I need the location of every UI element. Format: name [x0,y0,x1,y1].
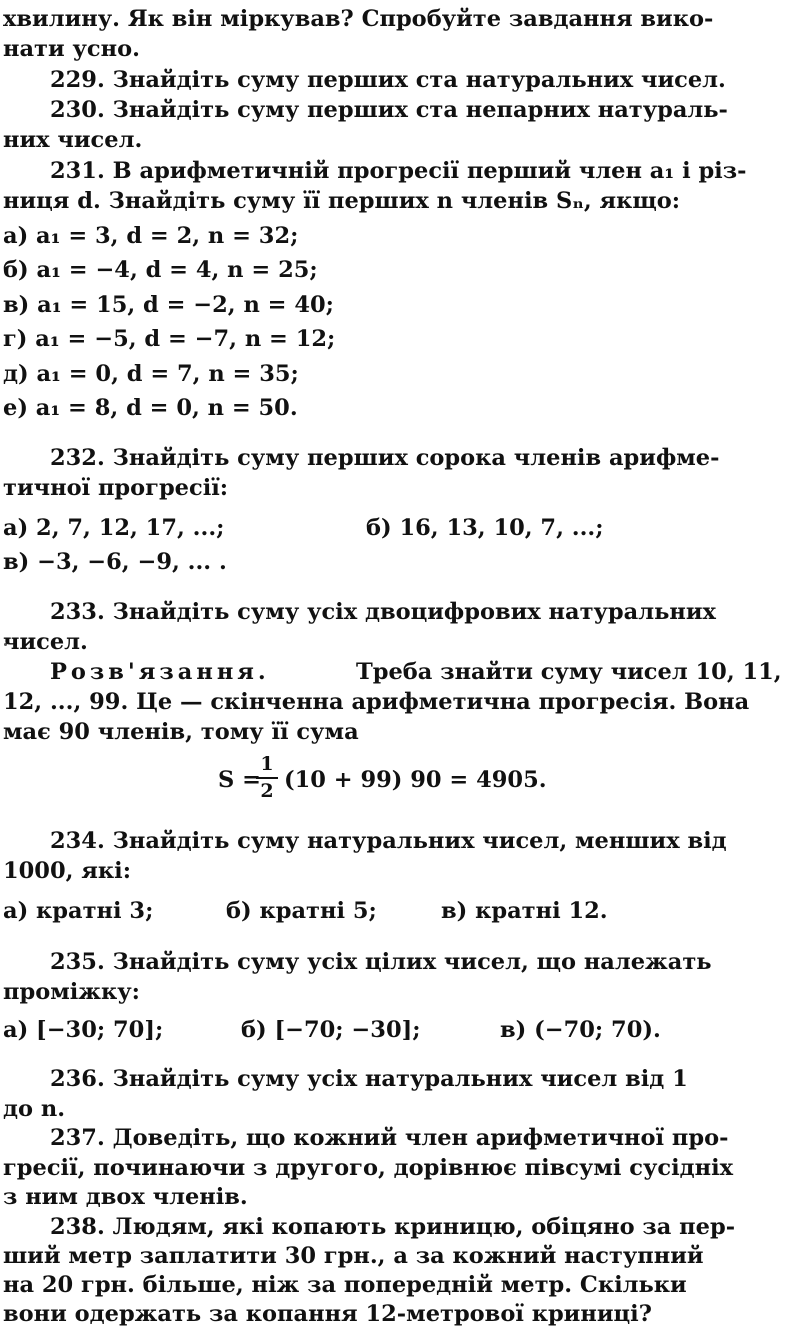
option-d: д) a₁ = 0, d = 7, n = 35; [3,361,299,387]
problem-237: 237. Доведіть, що кожний член арифметичної про- [50,1125,729,1151]
text-line: 12, ..., 99. Це — скінченна арифметична прогресія. Вона [3,689,750,715]
problem-236: 236. Знайдіть суму усіх натуральних чисел від 1 [50,1066,688,1092]
option-a: а) кратні 3; [3,898,154,924]
problem-232: 232. Знайдіть суму перших сорока членів арифме- [50,445,720,471]
option-b: б) a₁ = −4, d = 4, n = 25; [3,257,318,283]
text-line: тичної прогресії: [3,475,229,501]
text-line: ший метр заплатити 30 грн., а за кожний наступний [3,1243,704,1269]
option-g: г) a₁ = −5, d = −7, n = 12; [3,326,336,352]
text-line: них чисел. [3,127,143,153]
option-e: е) a₁ = 8, d = 0, n = 50. [3,395,298,421]
text-line: до n. [3,1096,66,1122]
text-line: проміжку: [3,979,140,1005]
fraction-denominator: 2 [260,780,274,802]
option-a: а) 2, 7, 12, 17, ...; [3,515,225,541]
option-b: б) кратні 5; [226,898,377,924]
problem-233: 233. Знайдіть суму усіх двоцифрових натуральних [50,599,716,625]
text-line: вони одержать за копання 12-метрової криниці? [3,1301,652,1327]
problem-229: 229. Знайдіть суму перших ста натуральних чисел. [50,67,726,93]
problem-230: 230. Знайдіть суму перших ста непарних натураль- [50,97,728,123]
text-line: гресії, починаючи з другого, дорівнює півсумі сусідніх [3,1155,734,1181]
problem-231: 231. В арифметичній прогресії перший член a₁ і різ- [50,158,747,184]
fraction-numerator: 1 [260,753,274,775]
option-a: а) [−30; 70]; [3,1017,164,1043]
solution-label: Розв'язання. [50,659,270,685]
option-b: б) 16, 13, 10, 7, ...; [366,515,604,541]
text-line: нати усно. [3,36,140,62]
text-line: 1000, які: [3,858,132,884]
problem-235: 235. Знайдіть суму усіх цілих чисел, що належать [50,949,712,975]
sum-formula [218,755,598,815]
option-v: в) (−70; 70). [500,1017,661,1043]
option-v: в) −3, −6, −9, ... . [3,549,227,575]
text-line: ниця d. Знайдіть суму її перших n членів Sₙ, якщо: [3,188,681,214]
formula-rhs: (10 + 99) 90 = 4905. [284,767,547,793]
fraction-bar [256,777,278,779]
option-v: в) a₁ = 15, d = −2, n = 40; [3,292,334,318]
text-line: на 20 грн. більше, ніж за попередній метр. Скільки [3,1272,687,1298]
option-b: б) [−70; −30]; [241,1017,421,1043]
formula-lhs: S = [218,767,261,793]
problem-238: 238. Людям, які копають криницю, обіцяно за пер- [50,1214,736,1240]
text-line: з ним двох членів. [3,1184,248,1210]
text-line: чисел. [3,629,88,655]
text-line: Треба знайти суму чисел 10, 11, [356,659,782,685]
problem-234: 234. Знайдіть суму натуральних чисел, менших від [50,828,727,854]
text-line: хвилину. Як він міркував? Спробуйте завдання вико- [3,6,714,32]
fraction-one-half [256,755,278,801]
text-line: має 90 членів, тому її сума [3,719,359,745]
option-a: а) a₁ = 3, d = 2, n = 32; [3,223,299,249]
option-v: в) кратні 12. [441,898,608,924]
